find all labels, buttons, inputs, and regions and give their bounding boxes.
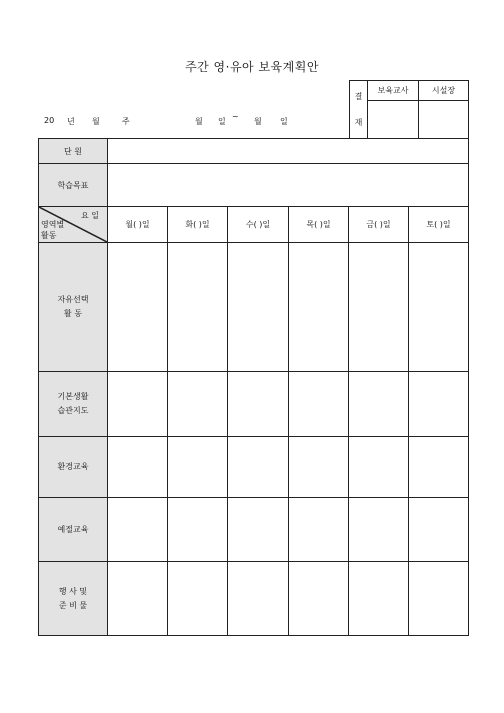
plan-cell[interactable] (228, 498, 289, 562)
plan-cell[interactable] (168, 372, 228, 437)
date-year-prefix: 20 (44, 116, 55, 125)
date-start-day: 일 (218, 117, 226, 126)
plan-cell[interactable] (349, 437, 409, 498)
plan-cell[interactable] (289, 562, 349, 636)
approval-director-header: 시설장 (419, 81, 469, 101)
plan-cell[interactable] (108, 562, 168, 636)
unit-label: 단 원 (39, 139, 108, 164)
plan-cell[interactable] (349, 372, 409, 437)
row-label-line2: 습관지도 (57, 406, 89, 415)
approval-side-top: 결 (354, 91, 363, 101)
plan-cell[interactable] (228, 243, 289, 372)
date-month-label: 월 (92, 117, 100, 126)
plan-cell[interactable] (409, 372, 469, 437)
table-row (39, 243, 469, 372)
header-area-line1: 영역별 (41, 220, 65, 229)
header-day-label: 요 일 (81, 211, 99, 220)
plan-cell[interactable] (108, 437, 168, 498)
plan-cell[interactable] (409, 562, 469, 636)
approval-box (349, 80, 469, 139)
date-year-label: 년 (67, 117, 75, 126)
plan-cell[interactable] (409, 437, 469, 498)
plan-cell[interactable] (289, 437, 349, 498)
goal-field[interactable] (108, 164, 469, 207)
table-row (39, 498, 469, 562)
row-label-line1: 기본생활 (57, 392, 89, 401)
row-label-line2: 활 동 (64, 309, 82, 318)
header-area-label (41, 219, 64, 241)
date-tilde: ~ (232, 112, 239, 121)
date-end-month: 월 (254, 117, 262, 126)
day-header-wed: 수( )일 (228, 207, 289, 243)
day-header-thu: 목( )일 (289, 207, 349, 243)
row-label-etiquette (39, 498, 108, 562)
table-row (39, 372, 469, 437)
table-row (39, 437, 469, 498)
row-label-line1: 환경교육 (57, 462, 89, 471)
approval-teacher-sign[interactable] (368, 101, 419, 139)
plan-cell[interactable] (349, 562, 409, 636)
unit-field[interactable] (108, 139, 469, 164)
day-header-sat: 토( )일 (409, 207, 469, 243)
plan-cell[interactable] (168, 498, 228, 562)
approval-director-sign[interactable] (419, 101, 469, 139)
approval-side-bottom: 재 (354, 117, 363, 127)
plan-cell[interactable] (108, 498, 168, 562)
plan-cell[interactable] (228, 562, 289, 636)
row-label-basic-habits (39, 372, 108, 437)
date-start-month: 월 (195, 117, 203, 126)
plan-cell[interactable] (289, 498, 349, 562)
row-label-free-choice (39, 243, 108, 372)
plan-cell[interactable] (289, 243, 349, 372)
plan-cell[interactable] (228, 437, 289, 498)
header-area-line2: 활동 (41, 231, 57, 240)
table-row (39, 562, 469, 636)
row-label-line1: 예절교육 (57, 524, 89, 534)
plan-cell[interactable] (349, 243, 409, 372)
row-label-line1: 자유선택 (57, 295, 89, 304)
plan-cell[interactable] (409, 498, 469, 562)
date-end-day: 일 (280, 117, 288, 126)
goal-label: 학습목표 (39, 164, 108, 207)
row-label-line1: 행 사 및 (58, 586, 88, 596)
plan-cell[interactable] (108, 372, 168, 437)
row-label-events-supplies (39, 562, 108, 636)
approval-teacher-header: 보육교사 (368, 81, 419, 101)
date-week-label: 주 (122, 117, 130, 126)
plan-cell[interactable] (168, 243, 228, 372)
plan-cell[interactable] (289, 372, 349, 437)
row-label-environment (39, 437, 108, 498)
plan-cell[interactable] (409, 243, 469, 372)
header-diagonal-cell (39, 207, 108, 243)
approval-side-label (350, 81, 368, 139)
plan-cell[interactable] (168, 562, 228, 636)
day-header-fri: 금( )일 (349, 207, 409, 243)
day-header-mon: 월( )일 (108, 207, 168, 243)
document-title: 주간 영·유아 보육계획안 (185, 60, 319, 74)
plan-cell[interactable] (108, 243, 168, 372)
plan-cell[interactable] (228, 372, 289, 437)
row-label-line2: 준 비 물 (58, 600, 88, 610)
day-header-tue: 화( )일 (168, 207, 228, 243)
plan-cell[interactable] (349, 498, 409, 562)
weekly-plan-table (38, 138, 469, 636)
plan-cell[interactable] (168, 437, 228, 498)
